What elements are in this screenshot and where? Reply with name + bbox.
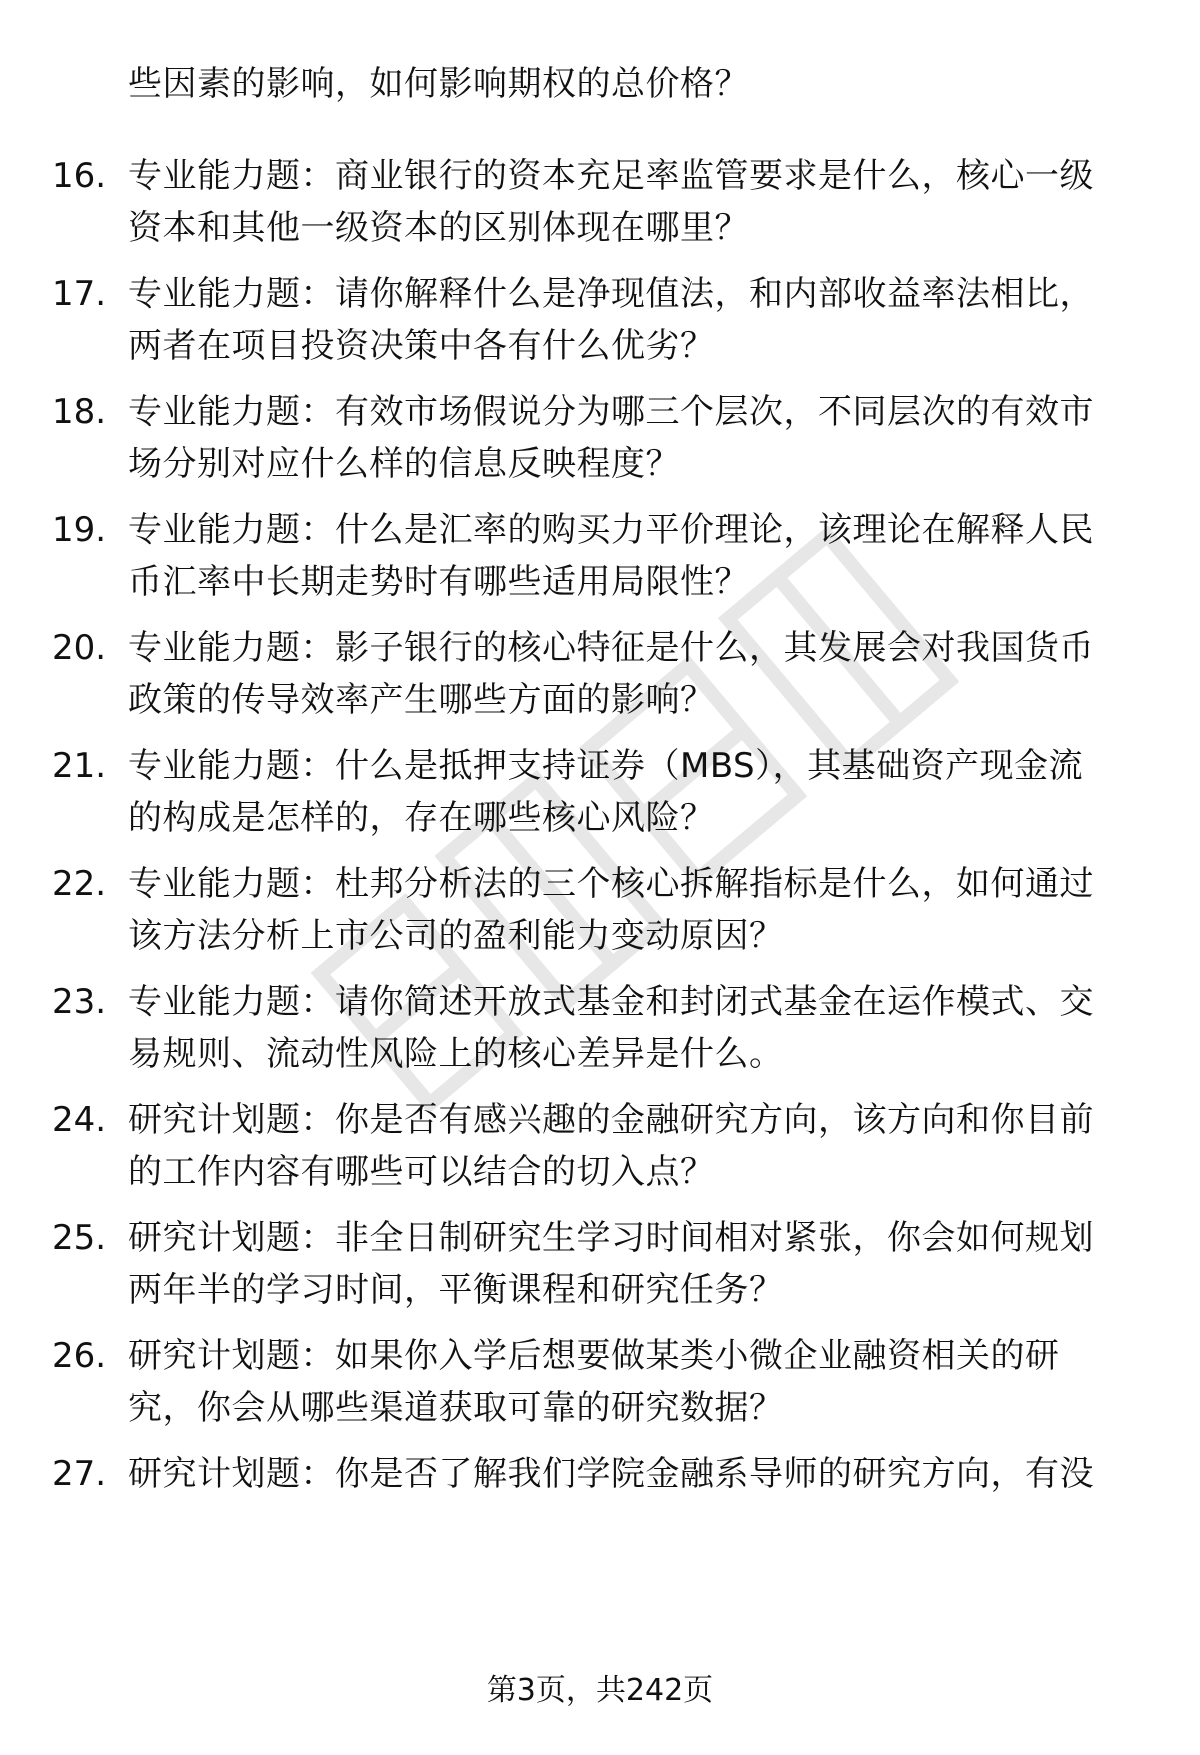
list-item: [0, 268, 1200, 378]
question-line: 专业能力题：请你解释什么是净现值法，和内部收益率法相比，: [128, 274, 1094, 314]
question-number: 24.: [52, 1100, 107, 1140]
question-number: 26.: [52, 1336, 107, 1376]
list-item: [0, 622, 1200, 732]
question-number: 18.: [52, 392, 107, 432]
question-line: 专业能力题：杜邦分析法的三个核心拆解指标是什么，如何通过: [128, 864, 1094, 904]
question-line: 两者在项目投资决策中各有什么优劣？: [128, 326, 715, 366]
question-line: 研究计划题：你是否有感兴趣的金融研究方向，该方向和你目前: [128, 1100, 1094, 1140]
list-item: [0, 858, 1200, 968]
continuation-text: 些因素的影响，如何影响期权的总价格？: [128, 64, 749, 104]
question-number: 27.: [52, 1454, 107, 1494]
question-text: [128, 1448, 1168, 1500]
question-number: 22.: [52, 864, 107, 904]
question-text: [128, 740, 1168, 844]
question-line: 专业能力题：请你简述开放式基金和封闭式基金在运作模式、交: [128, 982, 1094, 1022]
question-line: 该方法分析上市公司的盈利能力变动原因？: [128, 916, 784, 956]
question-line: 的工作内容有哪些可以结合的切入点？: [128, 1152, 715, 1192]
question-line: 政策的传导效率产生哪些方面的影响？: [128, 680, 715, 720]
list-item: [0, 386, 1200, 496]
question-text: [128, 976, 1168, 1080]
question-text: [128, 622, 1168, 726]
question-text: [128, 268, 1168, 372]
question-text: [128, 858, 1168, 962]
question-line: 专业能力题：有效市场假说分为哪三个层次，不同层次的有效市: [128, 392, 1094, 432]
list-item: [0, 1212, 1200, 1322]
question-text: [128, 386, 1168, 490]
question-line: 专业能力题：什么是抵押支持证券（MBS），其基础资产现金流: [128, 746, 1084, 786]
question-line: 两年半的学习时间，平衡课程和研究任务？: [128, 1270, 784, 1310]
question-number: 19.: [52, 510, 107, 550]
list-item: [0, 504, 1200, 614]
list-item: [0, 150, 1200, 260]
list-item: [0, 1330, 1200, 1440]
question-line: 研究计划题：如果你入学后想要做某类小微企业融资相关的研: [128, 1336, 1060, 1376]
list-item: [0, 976, 1200, 1086]
question-line: 专业能力题：商业银行的资本充足率监管要求是什么，核心一级: [128, 156, 1094, 196]
question-text: [128, 1094, 1168, 1198]
question-line: 场分别对应什么样的信息反映程度？: [128, 444, 680, 484]
question-line: 究，你会从哪些渠道获取可靠的研究数据？: [128, 1388, 784, 1428]
question-line: 研究计划题：你是否了解我们学院金融系导师的研究方向，有没: [128, 1454, 1094, 1494]
question-number: 17.: [52, 274, 107, 314]
question-line: 易规则、流动性风险上的核心差异是什么。: [128, 1034, 784, 1074]
page-footer: 第3页，共242页: [486, 1673, 714, 1708]
question-number: 21.: [52, 746, 107, 786]
question-line: 币汇率中长期走势时有哪些适用局限性？: [128, 562, 749, 602]
list-item: [0, 1448, 1200, 1508]
question-line: 专业能力题：影子银行的核心特征是什么，其发展会对我国货币: [128, 628, 1094, 668]
question-number: 25.: [52, 1218, 107, 1258]
question-line: 研究计划题：非全日制研究生学习时间相对紧张，你会如何规划: [128, 1218, 1094, 1258]
question-text: [128, 504, 1168, 608]
list-item: [0, 1094, 1200, 1204]
question-text: [128, 1212, 1168, 1316]
question-number: 20.: [52, 628, 107, 668]
question-text: [128, 150, 1168, 254]
list-item: [0, 740, 1200, 850]
question-number: 23.: [52, 982, 107, 1022]
question-number: 16.: [52, 156, 107, 196]
question-text: [128, 1330, 1168, 1434]
question-line: 资本和其他一级资本的区别体现在哪里？: [128, 208, 749, 248]
question-line: 专业能力题：什么是汇率的购买力平价理论，该理论在解释人民: [128, 510, 1094, 550]
question-line: 的构成是怎样的，存在哪些核心风险？: [128, 798, 715, 838]
